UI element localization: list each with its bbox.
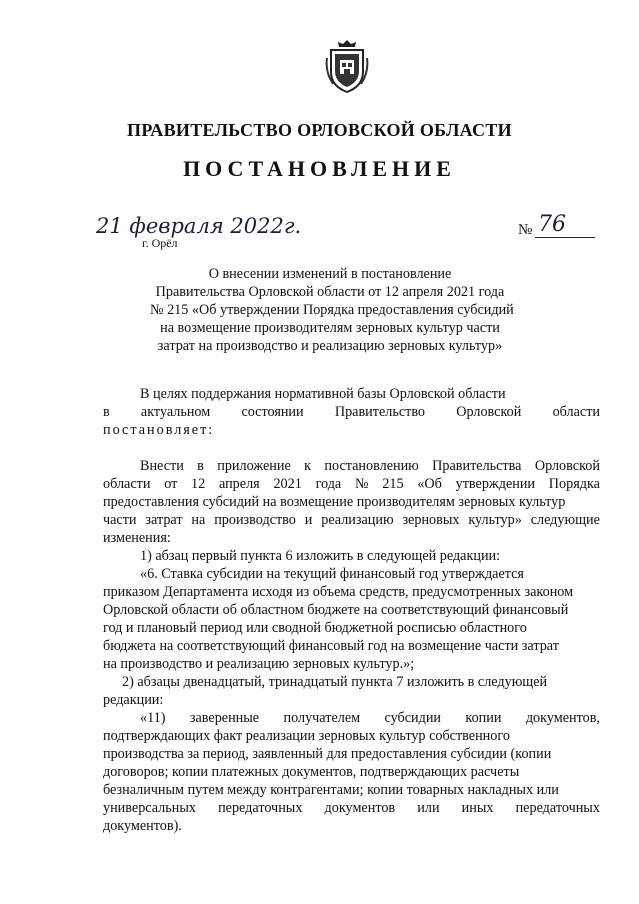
- word: Внести: [140, 458, 184, 474]
- word: 215: [382, 476, 404, 492]
- document-type: ПОСТАНОВЛЕНИЕ: [183, 156, 456, 181]
- quote-justified-line: [103, 709, 600, 727]
- word: универсальных: [103, 800, 196, 816]
- quote-line: год и плановый период или сводной бюджетной росписью областного: [103, 620, 527, 636]
- quote-justified-line: [103, 799, 600, 817]
- word: года: [315, 476, 342, 492]
- word: Орловской: [534, 458, 600, 474]
- word: 12: [191, 476, 206, 492]
- body-line: предоставления субсидий на возмещение производителям зерновых культур: [103, 494, 566, 510]
- title-line: затрат на производство и реализацию зерновых культур»: [157, 338, 503, 354]
- number-underline: [535, 237, 595, 238]
- word: или: [417, 800, 440, 816]
- word: постановлению: [324, 458, 419, 474]
- word: на: [191, 512, 206, 528]
- word: передаточных: [515, 800, 600, 816]
- document-title: [150, 265, 514, 355]
- word: №: [354, 476, 369, 492]
- item-1-intro: 1) абзац первый пункта 6 изложить в следующей редакции:: [140, 548, 501, 564]
- item-2-intro: редакции:: [103, 692, 164, 708]
- word: апреля: [218, 476, 260, 492]
- handwritten-date: 21 февраля 2022г.: [96, 214, 302, 238]
- paragraph-gap: [103, 439, 600, 457]
- body-line: изменения:: [103, 530, 171, 546]
- title-line: Правительства Орловской области от 12 апреля 2021 года: [155, 284, 505, 300]
- word: «Об: [417, 476, 442, 492]
- word: 2021: [273, 476, 302, 492]
- word: получателем: [283, 710, 361, 726]
- title-line: № 215 «Об утверждении Порядка предоставления субсидий: [150, 302, 514, 318]
- body-justified-line: [103, 457, 600, 475]
- government-name: ПРАВИТЕЛЬСТВО ОРЛОВСКОЙ ОБЛАСТИ: [127, 120, 512, 140]
- word: Орловской: [456, 404, 522, 420]
- preamble-justified-line: [103, 403, 600, 421]
- quote-line: на производство и реализацию зерновых культур.»;: [103, 656, 415, 672]
- word: иных: [461, 800, 494, 816]
- quote-line: приказом Департамента исходя из объема средств, предусмотренных законом: [103, 584, 574, 600]
- city-label: г. Орёл: [142, 236, 178, 250]
- word: приложение: [217, 458, 291, 474]
- word: передаточных: [218, 800, 303, 816]
- word: заверенные: [189, 710, 260, 726]
- word: утверждении: [455, 476, 536, 492]
- handwritten-number: 76: [538, 212, 566, 237]
- word: в: [197, 458, 204, 474]
- word: культур»: [468, 512, 522, 528]
- word: состоянии: [241, 404, 304, 420]
- word: документов,: [525, 710, 600, 726]
- preamble-decision: постановляет:: [103, 422, 215, 438]
- document-body: [103, 385, 600, 835]
- quote-line: документов).: [103, 818, 182, 834]
- quote-line: подтверждающих факт реализации зерновых культур собственного: [103, 728, 510, 744]
- word: Правительства: [432, 458, 522, 474]
- quote-line: бюджета на соответствующий финансовый год на возмещение части затрат: [103, 638, 559, 654]
- word: затрат: [145, 512, 183, 528]
- quote-line: «6. Ставка субсидии на текущий финансовый год утверждается: [140, 566, 524, 582]
- word: Правительство: [334, 404, 426, 420]
- word: зерновых: [402, 512, 460, 528]
- word: субсидии: [384, 710, 442, 726]
- quote-line: производства за период, заявленный для предоставления субсидии (копии: [103, 746, 552, 762]
- number-label: №: [518, 222, 533, 238]
- word: области: [552, 404, 600, 420]
- word: документов: [324, 800, 396, 816]
- preamble-line: В целях поддержания нормативной базы Орловской области: [140, 386, 506, 402]
- word: к: [304, 458, 312, 474]
- word: части: [103, 512, 137, 528]
- word: следующие: [530, 512, 600, 528]
- quote-line: договоров; копии платежных документов, подтверждающих расчеты: [103, 764, 520, 780]
- body-justified-line: [103, 475, 600, 493]
- word: копии: [465, 710, 502, 726]
- word: производство: [214, 512, 296, 528]
- word: от: [164, 476, 178, 492]
- word: «11): [140, 710, 166, 726]
- item-2-intro: 2) абзацы двенадцатый, тринадцатый пункта 7 изложить в следующей: [122, 674, 548, 690]
- word: Порядка: [548, 476, 600, 492]
- word: актуальном: [140, 404, 211, 420]
- title-line: О внесении изменений в постановление: [208, 266, 452, 282]
- word: в: [103, 404, 110, 420]
- quote-line: Орловской области об областном бюджете на соответствующий финансовый: [103, 602, 569, 618]
- title-line: на возмещение производителям зерновых культур части: [160, 320, 500, 336]
- word: и: [304, 512, 313, 528]
- quote-line: безналичным путем между контрагентами; копии товарных накладных или: [103, 782, 559, 798]
- body-justified-line: [103, 511, 600, 529]
- coat-of-arms-icon: [325, 38, 369, 94]
- word: области: [103, 476, 151, 492]
- word: реализацию: [321, 512, 394, 528]
